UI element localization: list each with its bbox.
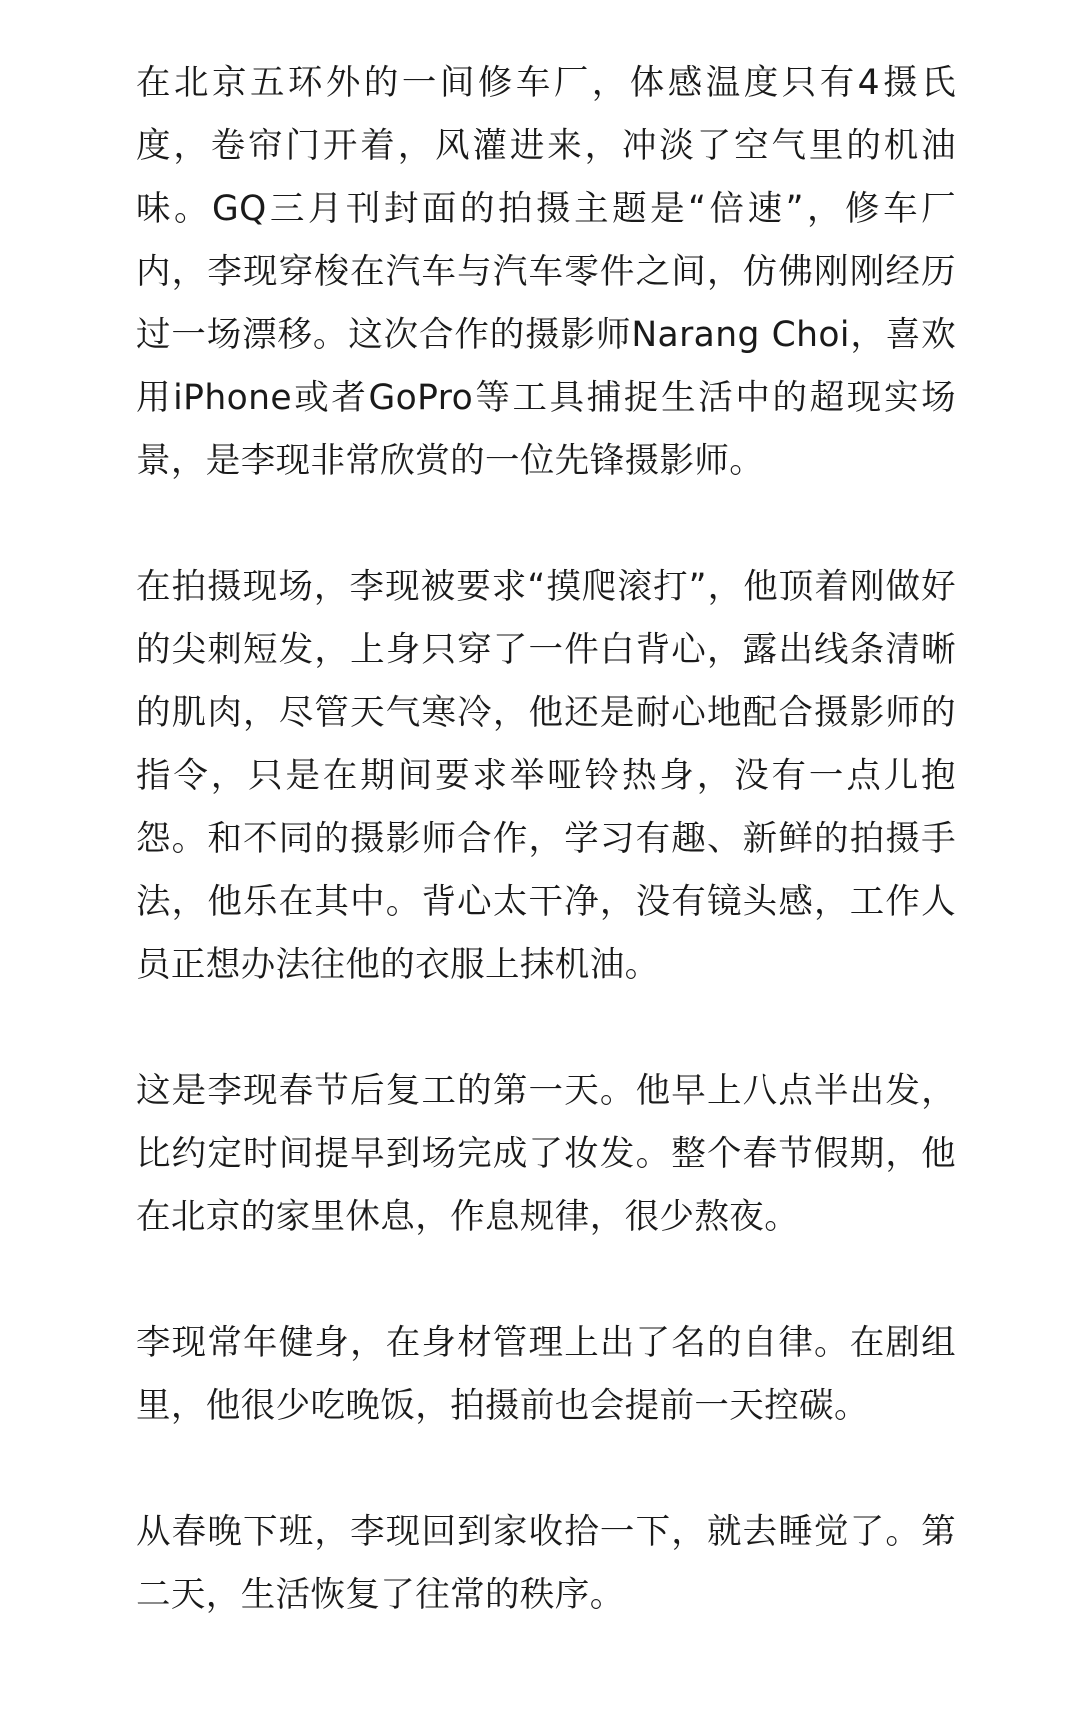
article-body (136, 52, 956, 1627)
article-paragraph-1: 在北京五环外的一间修车厂，体感温度只有4摄氏度，卷帘门开着，风灌进来，冲淡了空气里的机油味。GQ三月刊封面的拍摄主题是“倍速”，修车厂内，李现穿梭在汽车与汽车零件之间，仿佛刚刚经历过一场漂移。这次合作的摄影师Narang Choi，喜欢用iPhone或者GoPro等工具捕捉生活中的超现实场景，是李现非常欣赏的一位先锋摄影师。 (136, 63, 956, 481)
article-paragraph-5: 从春晚下班，李现回到家收拾一下，就去睡觉了。第二天，生活恢复了往常的秩序。 (136, 1512, 956, 1615)
article-paragraph-4: 李现常年健身，在身材管理上出了名的自律。在剧组里，他很少吃晚饭，拍摄前也会提前一天控碳。 (136, 1323, 956, 1426)
article-paragraph-3: 这是李现春节后复工的第一天。他早上八点半出发，比约定时间提早到场完成了妆发。整个春节假期，他在北京的家里休息，作息规律，很少熬夜。 (136, 1071, 956, 1237)
article-paragraph-2: 在拍摄现场，李现被要求“摸爬滚打”，他顶着刚做好的尖刺短发，上身只穿了一件白背心，露出线条清晰的肌肉，尽管天气寒冷，他还是耐心地配合摄影师的指令，只是在期间要求举哑铃热身，没有一点儿抱怨。和不同的摄影师合作，学习有趣、新鲜的拍摄手法，他乐在其中。背心太干净，没有镜头感，工作人员正想办法往他的衣服上抹机油。 (136, 567, 956, 985)
